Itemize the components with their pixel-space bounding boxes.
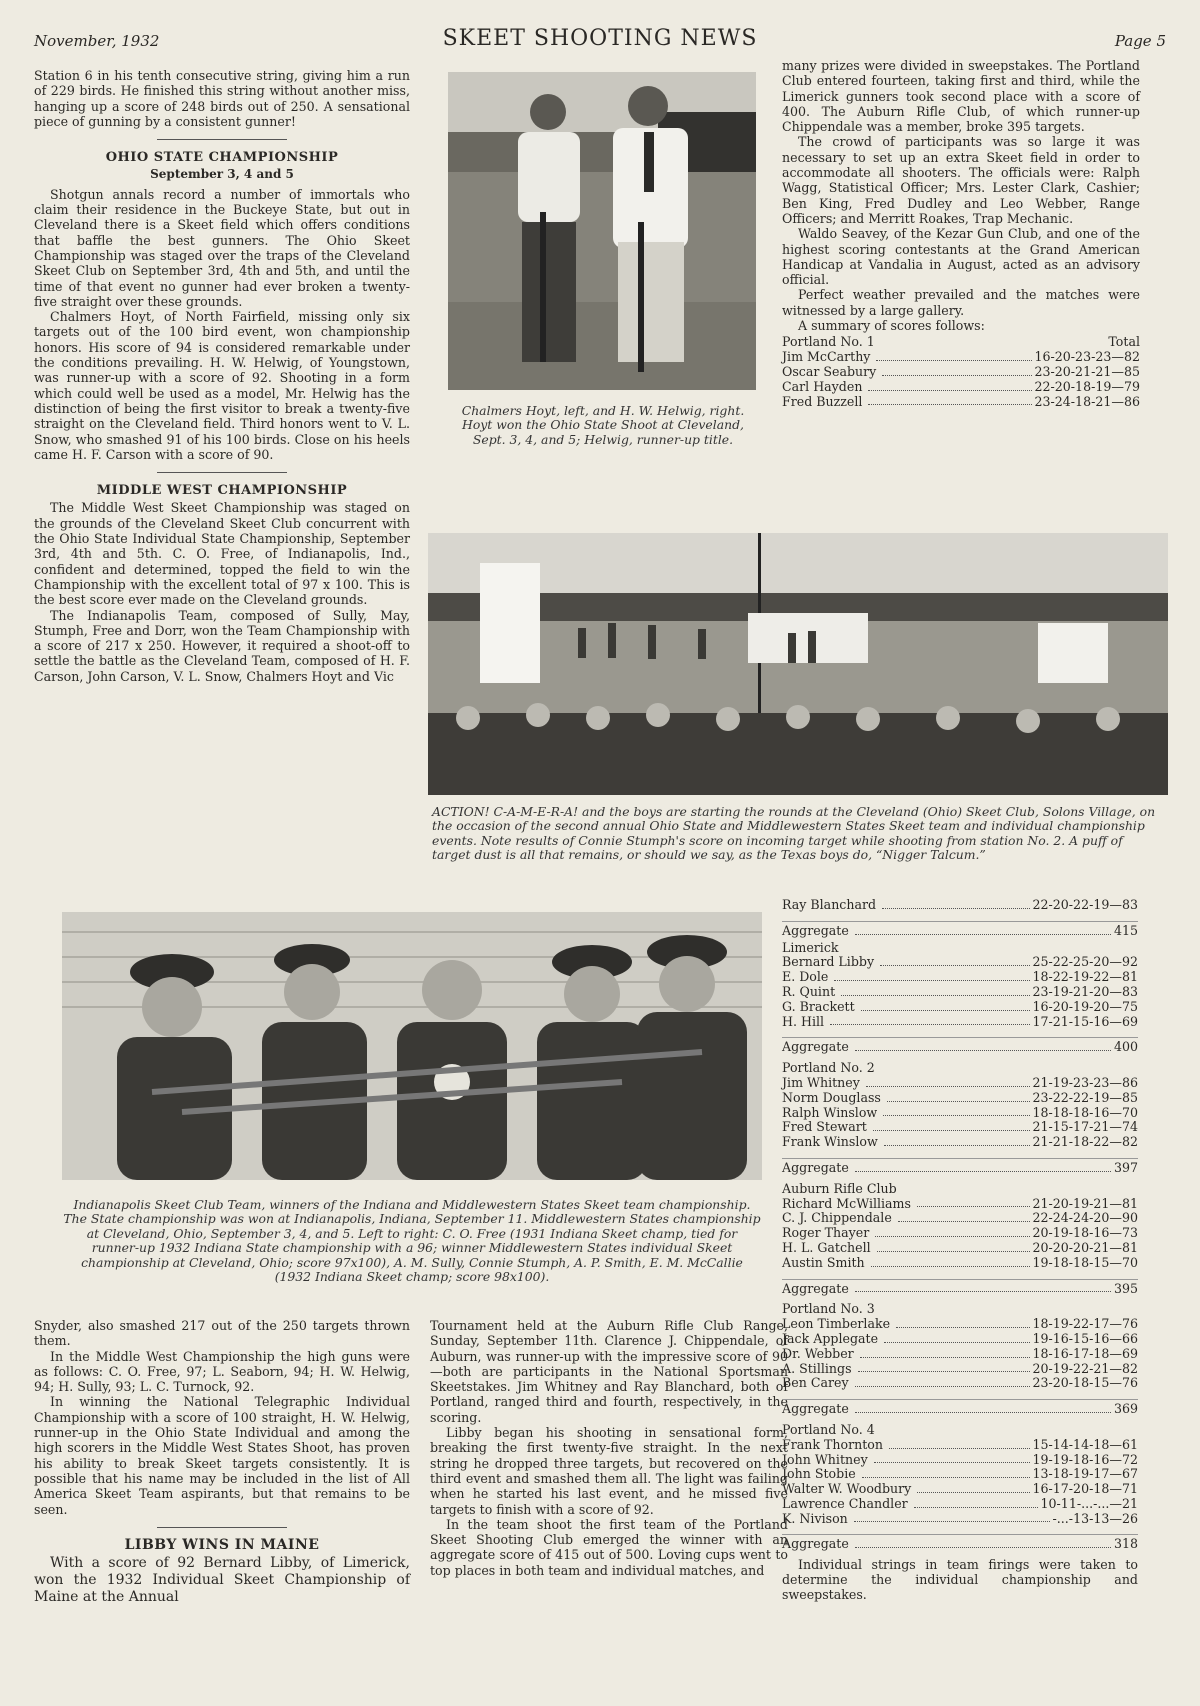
score-row bbox=[782, 1497, 1138, 1512]
photo-indianapolis-team bbox=[62, 912, 762, 1180]
shooter-score: 18-16-17-18—69 bbox=[1032, 1345, 1138, 1361]
score-row bbox=[782, 1332, 1138, 1347]
team-name: Portland No. 3 bbox=[782, 1301, 875, 1317]
team-block bbox=[782, 1423, 1138, 1552]
middle-west-paragraph-1: The Middle West Skeet Championship was staged on the grounds of the Cleveland Skeet Club concurrent with the Ohio State Individual State Championship, September 3rd, 4th and 5th. C. O. Free, of Indianapolis, Ind., confident and determined, topped the field to win the Championship with the excellent total of 97 x 100. This is the best score ever made on the Cleveland grounds. bbox=[34, 500, 410, 608]
score-row bbox=[782, 1120, 1138, 1135]
shooter-name: Dr. Webber bbox=[782, 1345, 854, 1361]
score-row bbox=[782, 1076, 1138, 1091]
divider bbox=[157, 472, 287, 473]
score-row bbox=[782, 380, 1140, 395]
shooter-name: Aggregate bbox=[782, 1039, 849, 1055]
score-row bbox=[782, 1362, 1138, 1377]
shooter-score: 21-21-18-22—82 bbox=[1032, 1134, 1138, 1150]
helwig-paragraph: In winning the National Telegraphic Individual Championship with a score of 100 straight, H. W. Helwig, runner-up in the Ohio State Individual and among the high scorers in the Middle West States Shoot, has proven his ability to break Skeet targets consistently. It is possible that his name may be included in the list of All America Skeet Team aspirants, but that remains to be seen. bbox=[34, 1394, 410, 1517]
shooter-name: Ralph Winslow bbox=[782, 1104, 878, 1120]
shooter-name: Jim McCarthy bbox=[782, 349, 871, 365]
team-name: Limerick bbox=[782, 939, 839, 955]
portland-1-scores bbox=[782, 335, 1140, 409]
shooter-name: A. Stillings bbox=[782, 1360, 852, 1376]
score-row bbox=[782, 1015, 1138, 1030]
shooter-name: Aggregate bbox=[782, 1401, 849, 1417]
shooter-name: Roger Thayer bbox=[782, 1225, 870, 1241]
high-guns-paragraph: In the Middle West Championship the high guns were as follows: C. O. Free, 97; L. Seaborn, 94; H. W. Helwig, 94; H. Sully, 93; L. C. Turnock, 92. bbox=[34, 1348, 410, 1395]
score-row bbox=[782, 1256, 1138, 1271]
tournament-paragraph: Tournament held at the Auburn Rifle Club Range, Sunday, September 11th. Clarence J. Chippendale, of Auburn, was runner-up with the impressive score of 90—both are participants in the National Sportsman Skeetstakes. Jim Whitney and Ray Blanchard, both of Portland, ranged third and fourth, respectively, in the scoring. bbox=[430, 1318, 788, 1425]
shooter-name: Oscar Seabury bbox=[782, 363, 877, 379]
libby-form-paragraph: Libby began his shooting in sensational form, breaking the first twenty-five straight. In the next string he dropped three targets, but recovered on the third event and smashed them all. The light was failing when he started his last event, and he missed five targets to finish with a score of 92. bbox=[430, 1425, 788, 1517]
photo-skeet-field-image bbox=[428, 533, 1168, 795]
team-block bbox=[782, 941, 1138, 1056]
right-paragraph-3: Waldo Seavey, of the Kezar Gun Club, and one of the highest scoring contestants at the Grand American Handicap at Vandalia in August, acted as an advisory official. bbox=[782, 226, 1140, 288]
photo-hoyt-helwig-caption: Chalmers Hoyt, left, and H. W. Helwig, right. Hoyt won the Ohio State Shoot at Cleveland, Sept. 3, 4, and 5; Helwig, runner-up title. bbox=[461, 403, 745, 447]
score-row bbox=[782, 1317, 1138, 1332]
right-paragraph-2: The crowd of participants was so large it was necessary to set up an extra Skeet field in order to accommodate all shooters. The officials were: Ralph Wagg, Statistical Officer; Mrs. Lester Clark, Cashier; Ben King, Fred Dudley and Leo Webber, Range Officers; and Merritt Roakes, Trap Mechanic. bbox=[782, 134, 1140, 226]
shooter-score: 21-19-23-23—86 bbox=[1032, 1074, 1138, 1090]
shooter-name: Aggregate bbox=[782, 1159, 849, 1175]
shooter-score: 395 bbox=[1113, 1280, 1138, 1296]
aggregate-row bbox=[782, 1037, 1138, 1055]
photo-indianapolis-caption: Indianapolis Skeet Club Team, winners of the Indiana and Middlewestern States Skeet team championship. The State championship was won at Indianapolis, Indiana, September 11. Middlewestern States championship at Cleveland, Ohio, September 3, 4, and 5. Left to right: C. O. Free (1931 Indiana Skeet champ, tied for runner-up 1932 Indiana State championship with a 96; winner Middlewestern States individual Skeet championship at Cleveland, Ohio; score 97x100), A. M. Sully, Connie Stumph, A. P. Smith, E. M. McCallie (1932 Indiana Skeet champ; score 98x100). bbox=[63, 1197, 761, 1285]
shooter-score: 17-21-15-16—69 bbox=[1032, 1013, 1138, 1029]
team-block bbox=[782, 1302, 1138, 1417]
shooter-score: 369 bbox=[1113, 1401, 1138, 1417]
shooter-name: Aggregate bbox=[782, 1536, 849, 1552]
shooter-score: 23-20-18-15—76 bbox=[1032, 1375, 1138, 1391]
score-row bbox=[782, 1226, 1138, 1241]
photo-indianapolis-team-image bbox=[62, 912, 762, 1180]
shooter-name: Aggregate bbox=[782, 1280, 849, 1296]
shooter-name: Jack Applegate bbox=[782, 1330, 879, 1346]
shooter-score: 23-20-21-21—85 bbox=[1034, 363, 1140, 379]
shooter-name: Bernard Libby bbox=[782, 954, 875, 970]
score-row bbox=[782, 1512, 1138, 1527]
ohio-subheading: September 3, 4 and 5 bbox=[150, 167, 294, 182]
shooter-name: Frank Winslow bbox=[782, 1134, 878, 1150]
shooter-score: 18-18-18-16—70 bbox=[1032, 1104, 1138, 1120]
shooter-name: K. Nivison bbox=[782, 1510, 848, 1526]
right-top-column bbox=[782, 58, 1140, 409]
ohio-paragraph-1: Shotgun annals record a number of immortals who claim their residence in the Buckeye State, but out in Cleveland there is a Skeet field which offers conditions that baffle the best gunners. The Ohio Skeet Championship was staged over the traps of the Cleveland Skeet Club on September 3rd, 4th and 5th, and until the time of that event no gunner had ever broken a twenty-five straight over these grounds. bbox=[34, 186, 410, 309]
score-row bbox=[782, 1453, 1138, 1468]
shooter-score: 20-20-20-21—81 bbox=[1032, 1239, 1138, 1255]
score-row bbox=[782, 365, 1140, 380]
score-row bbox=[782, 1482, 1138, 1497]
score-row bbox=[782, 1467, 1138, 1482]
snyder-paragraph: Snyder, also smashed 217 out of the 250 targets thrown them. bbox=[34, 1318, 410, 1349]
score-row bbox=[782, 1106, 1138, 1121]
shooter-name: C. J. Chippendale bbox=[782, 1210, 892, 1226]
divider bbox=[157, 139, 287, 140]
middle-west-paragraph-2: The Indianapolis Team, composed of Sully, May, Stumph, Free and Dorr, won the Team Championship with a score of 217 x 250. However, it required a shoot-off to settle the battle as the Cleveland Team, composed of H. F. Carson, John Carson, V. L. Snow, Chalmers Hoyt and Vic bbox=[34, 607, 410, 684]
score-row bbox=[782, 1197, 1138, 1212]
right-paragraph-1: many prizes were divided in sweepstakes. The Portland Club entered fourteen, taking first and third, while the Limerick gunners took second place with a score of 400. The Auburn Rifle Club, of which runner-up Chippendale was a member, broke 395 targets. bbox=[782, 58, 1140, 135]
shooter-score: 25-22-25-20—92 bbox=[1032, 954, 1138, 970]
left-column bbox=[34, 68, 410, 684]
shooter-score: 23-22-22-19—85 bbox=[1032, 1089, 1138, 1105]
score-row bbox=[782, 985, 1138, 1000]
shooter-name: Carl Hayden bbox=[782, 378, 863, 394]
photo-hoyt-helwig-image bbox=[448, 72, 756, 390]
shooter-score: 18-22-19-22—81 bbox=[1032, 969, 1138, 985]
photo-hoyt-helwig bbox=[448, 72, 756, 390]
ohio-paragraph-2: Chalmers Hoyt, of North Fairfield, missing only six targets out of the 100 bird event, won championship honors. His score of 94 is considered remarkable under the conditions prevailing. H. W. Helwig, of Youngstown, was runner-up with a score of 92. Shooting in a form which could well be used as a model, Mr. Helwig has the distinction of being the first visitor to break a twenty-five straight on the Cleveland field. Third honors went to V. L. Snow, who smashed 91 of his 100 birds. Close on his heels came H. F. Carson with a score of 90. bbox=[34, 309, 410, 462]
shooter-name: Fred Stewart bbox=[782, 1119, 867, 1135]
shooter-name: Lawrence Chandler bbox=[782, 1495, 908, 1511]
shooter-name: G. Brackett bbox=[782, 998, 855, 1014]
score-row bbox=[782, 970, 1138, 985]
shooter-score: 19-18-18-15—70 bbox=[1032, 1254, 1138, 1270]
score-row bbox=[782, 1211, 1138, 1226]
score-row bbox=[782, 1347, 1138, 1362]
libby-heading: LIBBY WINS IN MAINE bbox=[124, 1536, 320, 1553]
team-name: Portland No. 1 bbox=[782, 334, 875, 350]
page-number: Page 5 bbox=[1114, 32, 1166, 50]
score-row bbox=[782, 1438, 1138, 1453]
shooter-score: 18-19-22-17—76 bbox=[1032, 1316, 1138, 1332]
page-header bbox=[0, 22, 1200, 62]
shooter-name: R. Quint bbox=[782, 983, 836, 999]
score-row bbox=[782, 955, 1138, 970]
shooter-score: 16-20-23-23—82 bbox=[1034, 349, 1140, 365]
intro-paragraph: Station 6 in his tenth consecutive string, giving him a run of 229 birds. He finished this string without another miss, hanging up a score of 248 birds out of 250. A sensational piece of gunning by a consistent gunner! bbox=[34, 68, 410, 129]
shooter-score: 13-18-19-17—67 bbox=[1032, 1466, 1138, 1482]
photo-skeet-field bbox=[428, 533, 1168, 795]
shooter-score: 22-24-24-20—90 bbox=[1032, 1210, 1138, 1226]
team-block bbox=[782, 1061, 1138, 1176]
shooter-score: 19-16-15-16—66 bbox=[1032, 1330, 1138, 1346]
total-label: Total bbox=[1108, 334, 1140, 350]
shooter-name: E. Dole bbox=[782, 969, 829, 985]
aggregate-row bbox=[782, 1158, 1138, 1176]
shooter-name: H. Hill bbox=[782, 1013, 825, 1029]
score-row bbox=[782, 1376, 1138, 1391]
aggregate-row bbox=[782, 1399, 1138, 1417]
aggregate-row bbox=[782, 1534, 1138, 1552]
shooter-score: 22-20-18-19—79 bbox=[1034, 378, 1140, 394]
libby-paragraph: With a score of 92 Bernard Libby, of Limerick, won the 1932 Individual Skeet Championship of Maine at the Annual bbox=[34, 1555, 410, 1606]
shooter-score: 23-24-18-21—86 bbox=[1034, 393, 1140, 409]
shooter-score: 21-20-19-21—81 bbox=[1032, 1195, 1138, 1211]
shooter-name: Austin Smith bbox=[782, 1254, 865, 1270]
shooter-score: 16-17-20-18—71 bbox=[1032, 1481, 1138, 1497]
team-name: Portland No. 2 bbox=[782, 1060, 875, 1076]
shooter-score: 19-19-18-16—72 bbox=[1032, 1451, 1138, 1467]
score-row: Ray Blanchard 22-20-22-19—83 bbox=[782, 897, 1138, 912]
shooter-name: Leon Timberlake bbox=[782, 1316, 891, 1332]
shooter-score: -...-13-13—26 bbox=[1052, 1510, 1138, 1526]
score-row bbox=[782, 1135, 1138, 1150]
shooter-name: Jim Whitney bbox=[782, 1074, 860, 1090]
magazine-title: SKEET SHOOTING NEWS bbox=[442, 26, 758, 51]
shooter-name: Richard McWilliams bbox=[782, 1195, 911, 1211]
shooter-score: 318 bbox=[1113, 1536, 1138, 1552]
shooter-score: 21-15-17-21—74 bbox=[1032, 1119, 1138, 1135]
team-block bbox=[782, 1182, 1138, 1297]
shooter-score: 15-14-14-18—61 bbox=[1032, 1436, 1138, 1452]
shooter-name: John Whitney bbox=[782, 1451, 868, 1467]
photo-skeet-field-caption: ACTION! C-A-M-E-R-A! and the boys are starting the rounds at the Cleveland (Ohio) Skeet Club, Solons Village, on the occasion of the second annual Ohio State and Middlewestern States Skeet team and individual championship events. Note results of Connie Stumph's score on incoming target while shooting from station No. 2. A puff of target dust is all that remains, or should we say, as the Texas boys do, “Nigger Talcum.” bbox=[432, 804, 1156, 863]
middle-west-heading: MIDDLE WEST CHAMPIONSHIP bbox=[96, 483, 348, 499]
ohio-heading: OHIO STATE CHAMPIONSHIP bbox=[105, 150, 339, 166]
score-row bbox=[782, 1091, 1138, 1106]
shooter-name: Ben Carey bbox=[782, 1375, 849, 1391]
shooter-name: Walter W. Woodbury bbox=[782, 1481, 912, 1497]
shooter-score: 397 bbox=[1113, 1159, 1138, 1175]
shooter-name: H. L. Gatchell bbox=[782, 1239, 871, 1255]
score-table bbox=[782, 898, 1138, 1603]
shooter-score: 23-19-21-20—83 bbox=[1032, 983, 1138, 999]
bottom-left-column bbox=[34, 1318, 410, 1606]
bottom-middle-column bbox=[430, 1318, 788, 1578]
team-name: Portland No. 4 bbox=[782, 1421, 875, 1437]
team-name: Auburn Rifle Club bbox=[782, 1180, 897, 1196]
issue-date: November, 1932 bbox=[34, 32, 160, 50]
aggregate-row bbox=[782, 1279, 1138, 1297]
score-row bbox=[782, 1000, 1138, 1015]
aggregate-row: Aggregate 415 bbox=[782, 922, 1138, 938]
score-row bbox=[782, 395, 1140, 410]
shooter-score: 16-20-19-20—75 bbox=[1032, 998, 1138, 1014]
shooter-score: 10-11-...-...—21 bbox=[1040, 1495, 1138, 1511]
score-row bbox=[782, 1241, 1138, 1256]
shooter-score: 20-19-22-21—82 bbox=[1032, 1360, 1138, 1376]
shooter-name: Fred Buzzell bbox=[782, 393, 863, 409]
shooter-name: John Stobie bbox=[782, 1466, 856, 1482]
score-row bbox=[782, 350, 1140, 365]
right-paragraph-4: Perfect weather prevailed and the matches were witnessed by a large gallery. bbox=[782, 287, 1140, 318]
closing-paragraph: Individual strings in team firings were taken to determine the individual championship and sweepstakes. bbox=[782, 1557, 1138, 1602]
divider bbox=[157, 1527, 287, 1528]
shooter-score: 20-19-18-16—73 bbox=[1032, 1225, 1138, 1241]
right-paragraph-5: A summary of scores follows: bbox=[798, 318, 985, 334]
team-shoot-paragraph: In the team shoot the first team of the Portland Skeet Shooting Club emerged the winner with an aggregate score of 415 out of 500. Loving cups went to top places in both team and individual matches, and bbox=[430, 1516, 788, 1578]
shooter-name: Frank Thornton bbox=[782, 1436, 883, 1452]
shooter-score: 400 bbox=[1113, 1039, 1138, 1055]
shooter-name: Norm Douglass bbox=[782, 1089, 881, 1105]
